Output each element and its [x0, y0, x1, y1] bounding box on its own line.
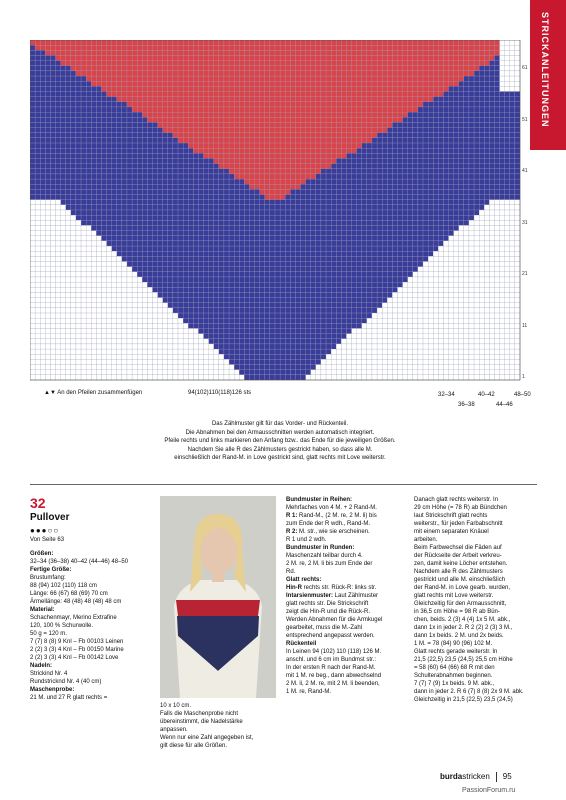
instructions-column [286, 496, 404, 696]
text-line: anpassen. [160, 727, 188, 733]
text-line: Gleichzeitig in 21,5 (22,5) 23,5 (24,5) [414, 697, 513, 703]
text-line: 2 (2) 3 (3) 4 Knl – Fb 00142 Love [30, 655, 119, 661]
text-line: weiterstr., für jeden Farbabschnitt [414, 521, 503, 527]
text-line: Bundmuster in Runden: [286, 545, 355, 551]
text-line: gearbeitet, muss die M.-Zahl [286, 625, 363, 631]
row-label: 21 [522, 271, 528, 278]
text-line: zeigt die Hin-R und die Rück-R. [286, 609, 371, 615]
arrow-note: ▲▼ An den Pfeilen zusammenfügen [44, 390, 143, 396]
text-line: zen, damit keine Löcher entstehen. [414, 561, 508, 567]
text-line: Material: [30, 607, 55, 613]
text-line: 88 (94) 102 (110) 118 cm [30, 583, 97, 589]
row-label: 51 [522, 116, 528, 123]
brand-suffix: stricken [462, 772, 490, 782]
text-line: 21,5 (22,5) 23,5 (24,5) 25,5 cm Höhe [414, 657, 513, 663]
text-line: Maschenprobe: [30, 687, 75, 693]
difficulty-rating: ●●●○○ [30, 526, 60, 535]
instructions-column-continued [414, 496, 534, 704]
text-line: Hin-R rechts str. Rück-R: links str. [286, 585, 377, 591]
page-footer [440, 772, 512, 782]
section-tab [530, 0, 566, 150]
text-line: 50 g = 120 m. [30, 631, 67, 637]
row-label: 11 [522, 322, 528, 329]
text-line: Brustumfang: [30, 575, 66, 581]
text-line: Größen: [30, 551, 54, 557]
text-line: 7 (7) 8 (8) 9 Knl – Fb 00103 Leinen [30, 639, 124, 645]
text-line: zum Ende der R wdh., Rand-M. [286, 521, 371, 527]
text-line: 1 M. = 78 (84) 90 (96) 102 M. [414, 641, 493, 647]
text-line: Werden Abnahmen für die Armkugel [286, 617, 383, 623]
colorwork-chart [30, 40, 530, 390]
text-line: chen, beids. 2 (3) 4 (4) 1x 5 M. abk., [414, 617, 511, 623]
text-line: Gleichzeitig für den Armausschnitt, [414, 601, 507, 607]
text-line: Rückenteil [286, 641, 317, 647]
text-line: R 1: Rand-M., (2 M. re, 2 M. li) bis [286, 513, 377, 519]
text-line: Schulterabnahmen beginnen. [414, 673, 493, 679]
text-line: R 2: M. str., wie sie erscheinen. [286, 529, 370, 535]
see-page: Von Seite 63 [30, 537, 65, 543]
text-line: Rundstricknd Nr. 4 (40 cm) [30, 679, 102, 685]
text-line: Mehrfaches von 4 M. + 2 Rand-M. [286, 505, 377, 511]
row-label: 61 [522, 65, 528, 72]
text-line: anschl. und 6 cm im Bundmst str.: [286, 657, 377, 663]
text-line: Falls die Maschenprobe nicht [160, 711, 239, 717]
text-line: dann 1x in jeder 2. R 2 (2) 2 (3) 3 M., [414, 625, 513, 631]
text-line: übereinstimmt, die Nadelstärke [160, 719, 243, 725]
text-line: Strickind Nr. 4 [30, 671, 68, 677]
text-line: Rd. [286, 569, 296, 575]
text-line: glatt rechts str. Die Strickschrift [286, 601, 369, 607]
caption-line: Die Abnahmen bei den Armausschnitten werden automatisch integriert. [185, 429, 375, 436]
text-line: Nadeln: [30, 663, 53, 669]
page-number: 95 [502, 772, 512, 782]
text-line: gilt diese für alle Größen. [160, 743, 228, 749]
text-line: der Rückseite der Arbeit verkreu- [414, 553, 502, 559]
text-line: dann in jeder 2. R 6 (7) 8 (8) 2x 9 M. abk. [414, 689, 524, 695]
size-mark: 36–38 [458, 402, 475, 408]
pattern-title: Pullover [30, 512, 70, 523]
text-line: 10 x 10 cm. [160, 703, 192, 709]
text-line: 21 M. und 27 R glatt rechts = [30, 695, 108, 701]
size-mark: 44–46 [496, 402, 513, 408]
text-line: dann 1x beids. 2 M. und 2x beids. [414, 633, 504, 639]
text-line: In der ersten R nach der Rand-M. [286, 665, 376, 671]
materials-text [30, 550, 160, 702]
row-label: 31 [522, 219, 528, 226]
text-line: R 1 und 2 wdh. [286, 537, 327, 543]
text-line: mit einem separaten Knäuel [414, 529, 489, 535]
caption-line: Nachdem Sie alle R des Zählmusters gestrickt haben, so dass alle M. [187, 446, 373, 453]
text-line: in 36,5 cm Höhe = 98 R ab Bün- [414, 609, 500, 615]
text-line: 7 (7) 7 (9) 1x beids. 9 M. abk., [414, 681, 495, 687]
text-line: In Leinen 94 (102) 110 (118) 126 M. [286, 649, 382, 655]
chart-caption [120, 420, 440, 463]
divider [30, 484, 537, 485]
text-line: Intarsienmuster: Laut Zählmuster [286, 593, 379, 599]
size-mark: 40–42 [478, 392, 495, 398]
text-line: arbeiten. [414, 537, 438, 543]
text-line: 2 M. li, 2 M. re, mit 2 M. li beenden, [286, 681, 380, 687]
text-line: Glatt rechts gerade weiterstr. In [414, 649, 498, 655]
watermark: PassionForum.ru [462, 787, 516, 794]
caption-line: Das Zählmuster gilt für das Vorder- und Rückenteil. [211, 421, 349, 427]
text-line: Danach glatt rechts weiterstr. In [414, 497, 499, 503]
pattern-info-column [30, 496, 160, 702]
text-line: glatt rechts mit Love weiterstr. [414, 593, 494, 599]
brand-name: burda [440, 772, 463, 782]
pattern-number: 32 [30, 495, 46, 511]
text-line: Ärmellänge: 48 (48) 48 (48) 48 cm [30, 599, 122, 605]
gauge-text [160, 702, 278, 750]
row-label: 41 [522, 168, 528, 175]
chart-notes [30, 388, 530, 418]
caption-line: Pfeile rechts und links markieren den Anfang bzw.. das Ende für die jeweiligen Größen. [164, 438, 396, 445]
text-line: Maschenzahl teilbar durch 4. [286, 553, 363, 559]
text-line: 32–34 (36–38) 40–42 (44–46) 48–50 [30, 559, 129, 565]
text-line: 120, 100 % Schurwolle. [30, 623, 94, 629]
text-line: 1 M. re, Rand-M. [286, 689, 332, 695]
text-line: 2 M. re, 2 M. li bis zum Ende der [286, 561, 373, 567]
chart-grid [30, 40, 530, 385]
text-line: 29 cm Höhe (= 78 R) ab Bündchen [414, 505, 507, 511]
section-tab-label: STRICKANLEITUNGEN [540, 12, 550, 128]
text-line: entsprechend angepasst werden. [286, 633, 375, 639]
text-line: laut Strickschrift glatt rechts [414, 513, 488, 519]
text-line: Fertige Größe: [30, 567, 72, 573]
pullover-photo [160, 496, 276, 698]
row-label: 1 [522, 374, 525, 381]
text-line: = 58 (60) 64 (66) 68 R mit den [414, 665, 495, 671]
stitch-sizes: 94(102)110(118)126 sts [188, 390, 252, 396]
text-line: Nachdem alle R des Zählmusters [414, 569, 503, 575]
text-line: 2 (2) 3 (3) 4 Knl – Fb 00150 Marine [30, 647, 124, 653]
text-line: der Rand-M. in Love gearb. wurden, [414, 585, 511, 591]
text-line: gestrickt und alle M. einschließlich [414, 577, 506, 583]
text-line: Beim Farbwechsel die Fäden auf [414, 545, 502, 551]
text-line: Wenn nur eine Zahl angegeben ist, [160, 735, 254, 741]
text-line: mit 1 M. re beg., dann abwechselnd [286, 673, 382, 679]
text-line: Schachenmayr, Merino Extrafine [30, 615, 117, 621]
size-mark: 32–34 [438, 392, 455, 398]
text-line: Glatt rechts: [286, 577, 322, 583]
model-illustration [160, 496, 276, 698]
caption-line: einschließlich der Rand-M. in Love gestrickt sind, glatt rechts mit Love weiterstr. [174, 455, 386, 462]
text-line: Länge: 66 (67) 68 (69) 70 cm [30, 591, 108, 597]
text-line: Bundmuster in Reihen: [286, 497, 353, 503]
size-mark: 48–50 [514, 392, 531, 398]
